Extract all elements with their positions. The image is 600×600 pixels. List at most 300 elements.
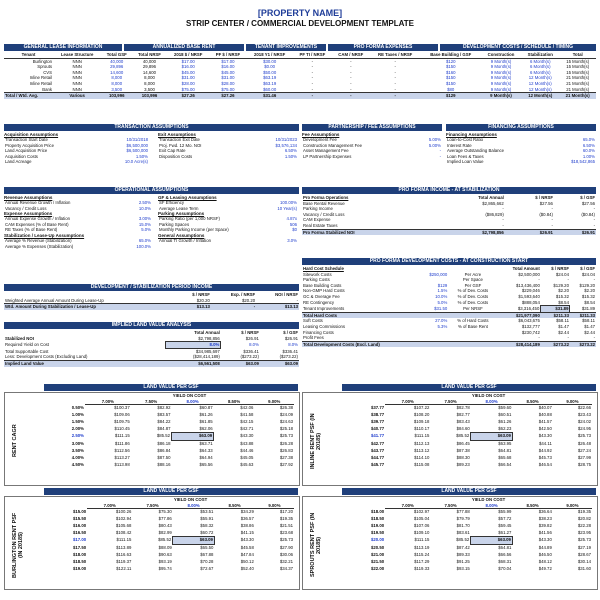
- sensitivity-cell: $84.60: [456, 425, 470, 431]
- parking-title: Parking Assumptions: [158, 211, 205, 217]
- column-header: 8.00%: [471, 399, 513, 405]
- sensitivity-cell: $63.09: [471, 537, 513, 545]
- assumption-value: 506: [289, 221, 297, 227]
- total-cell: $273.22: [570, 341, 596, 347]
- devcost-cell: % of Hard Costs: [457, 318, 489, 324]
- parking-table: [158, 216, 298, 233]
- devcost-cell: $1,593,640: [518, 293, 540, 299]
- lease-total-row: [4, 93, 596, 99]
- column-header: PF $ / NRSF: [209, 52, 246, 58]
- sensitivity-row: [346, 419, 592, 426]
- sensitivity-cell: $91.25: [456, 558, 470, 564]
- sensitivity-cell: $109.75: [114, 418, 130, 424]
- sensitivity-cell: $47.84: [240, 551, 254, 557]
- ti-bar: TENANT IMPROVEMENTS: [246, 44, 326, 51]
- sensitivity-subtitle: YIELD ON COST: [471, 497, 506, 502]
- sensitivity-row: [48, 516, 294, 523]
- lease-cell: $45.00: [181, 69, 195, 75]
- landvalue-bar: IMPLIED LAND VALUE ANALYSIS: [4, 322, 299, 329]
- lease-cell: 21 Month(s): [566, 80, 590, 86]
- base-rent-bar: ANNUALIZED BASE RENT: [124, 44, 244, 51]
- sensitivity-axis-label: SPROUTS RENT PSF (IN 2018$): [310, 512, 322, 578]
- lease-cell: $63.19: [263, 80, 277, 86]
- lease-cell: -: [350, 86, 352, 92]
- sensitivity-cell: $88.16: [157, 461, 171, 467]
- assumption-label: Loan-to-Cost Ratio: [447, 137, 484, 142]
- devcost-cell: $1.47: [558, 323, 569, 329]
- sensitivity-cell: $93.19: [158, 558, 172, 564]
- total-cell: $13.13: [256, 304, 299, 310]
- total-cell: -: [293, 93, 332, 99]
- sensitivity-cell: $20.82: [577, 515, 591, 521]
- assumption-value: 10.0%: [138, 205, 151, 211]
- sensitivity-cell: $82.78: [456, 405, 470, 411]
- lease-cell: 12 Month(s): [528, 80, 552, 86]
- sensitivity-cell: $40.88: [538, 411, 552, 417]
- devcost-cell: -: [567, 335, 569, 341]
- assumption-label: Monthly Parking Income (per Space): [159, 227, 229, 233]
- sensitivity-cell: $109.06: [114, 411, 130, 417]
- landvalue-cell: Required Yield on Cost: [5, 342, 49, 348]
- sensitivity-row: [346, 455, 592, 462]
- sensitivity-cell: $23.43: [577, 411, 591, 417]
- landvalue-cell: $26.91: [284, 335, 298, 341]
- lease-cell: 40,000: [142, 58, 157, 64]
- sensitivity-cell: $64.94: [199, 454, 213, 460]
- sensitivity-cell: $19.35: [577, 509, 591, 515]
- lease-cell: $0.00: [264, 64, 276, 70]
- sensitivity-cell: $100.37: [114, 405, 130, 411]
- assumption-label: Disposition Costs: [159, 153, 193, 159]
- assumption-value: 5.00%: [428, 137, 441, 142]
- sensitivity-cell: $18.50: [370, 515, 385, 521]
- sensitivity-row: [48, 530, 294, 537]
- sensitivity-cell: 4.00%: [71, 454, 84, 460]
- sensitivity-cell: $111.15: [116, 537, 132, 543]
- assumption-value: $6,500,000: [126, 148, 148, 154]
- assumption-value: 4.87x: [286, 216, 297, 222]
- sensitivity-axis-label: INLINE RENT PSF (IN 2018$): [310, 413, 322, 469]
- devcost-cell: -: [593, 335, 595, 341]
- sensitivity-cell: $112.13: [414, 440, 430, 446]
- sensitivity-cell: $83.43: [456, 418, 470, 424]
- assumption-label: Land Acreage: [5, 159, 32, 165]
- stab-title: Stabilization / Lease-Up Assumptions: [4, 232, 85, 238]
- sensitivity-bar: LAND VALUE PER GSF: [342, 384, 596, 391]
- sensitivity-cell: $114.10: [414, 454, 430, 460]
- sensitivity-table: [48, 393, 294, 468]
- lease-cell: $150: [445, 64, 456, 70]
- lease-cell: 21 Month(s): [566, 86, 590, 92]
- devcost-cell: Soft Costs: [303, 318, 323, 324]
- sensitivity-cell: $109.10: [413, 529, 430, 535]
- total-cell: Wtd. Amount During Stabilization / Lease-Up: [4, 304, 177, 310]
- column-header: 9.00%: [553, 503, 592, 509]
- sensitivity-cell: $60.87: [199, 405, 213, 411]
- lease-cell: 8,000: [144, 80, 155, 86]
- proforma-cell: Vacancy / Credit Loss: [303, 211, 345, 217]
- assumption-value: 10/31/2023: [275, 137, 297, 142]
- exit-assumptions: [158, 132, 298, 159]
- assumption-value: 10/31/2018: [126, 137, 148, 142]
- sensitivity-cell: $102.94: [115, 515, 132, 521]
- sensitivity-cell: 1.50%: [71, 418, 84, 424]
- assumption-label: RE Taxes (% of Base Rent): [5, 227, 58, 233]
- devcost-cell: -: [593, 277, 595, 283]
- sensitivity-cell: $21.51: [279, 522, 293, 528]
- assumption-value: -: [439, 153, 441, 159]
- sensitivity-cell: $22.66: [577, 405, 591, 411]
- devcost-cell: Per NRSF: [463, 305, 483, 311]
- dev-schedule-bar: DEVELOPMENT COSTS / SCHEDULE / TIMING: [440, 44, 596, 51]
- column-header: 9.00%: [553, 399, 592, 405]
- assumption-row: [4, 244, 152, 250]
- proforma-cell: -: [551, 217, 553, 223]
- proforma-cell: $27.56: [539, 200, 553, 206]
- sensitivity-table-wrap: [48, 393, 294, 468]
- general-title: General Assumptions: [158, 232, 205, 238]
- sensitivity-cell: $31.60: [577, 565, 591, 571]
- column-header: Lease Structure: [53, 52, 101, 58]
- sensitivity-row: [48, 509, 294, 516]
- sensitivity-cell: $27.38: [279, 454, 293, 460]
- devcost-cell: Non-GMP Hard Costs: [303, 288, 345, 294]
- lease-cell: -: [350, 58, 352, 64]
- sensitivity-cell: $43.77: [370, 447, 385, 453]
- sensitivity-row: [48, 559, 294, 566]
- total-cell: 12 Month(s): [521, 93, 559, 99]
- total-cell: $273.22: [541, 341, 570, 347]
- sensitivity-cell: $15.00: [72, 508, 87, 514]
- column-header: $ / GSF: [580, 266, 595, 271]
- assumption-value: $3,576,134: [275, 142, 297, 148]
- sensitivity-cell: $30.06: [279, 551, 293, 557]
- transaction-bar: TRANSACTION ASSUMPTIONS: [4, 124, 299, 131]
- devperiod-bar: DEVELOPMENT / STABILIZATION PERIOD INCOME: [4, 284, 299, 291]
- lease-cell: 15 Month(s): [566, 58, 590, 64]
- sensitivity-cell: $79.79: [456, 515, 470, 521]
- sensitivity-cell: $82.77: [456, 411, 470, 417]
- sensitivity-cell: $119.33: [414, 565, 430, 571]
- landvalue-cell: $336.41: [243, 348, 259, 354]
- sensitivity-cell: $22.28: [577, 522, 591, 528]
- sensitivity-cell: $21.00: [370, 551, 385, 557]
- assumption-value: 1.00%: [582, 153, 595, 159]
- sensitivity-cell: $17.20: [279, 509, 293, 515]
- devcost-cell: $2.20: [558, 288, 569, 294]
- landvalue-cell: $26.91: [245, 335, 259, 341]
- sensitivity-cell: $63.09: [173, 537, 215, 545]
- devcost-cell: Sitework Costs: [303, 271, 332, 277]
- sensitivity-cell: 3.50%: [71, 447, 84, 453]
- sensitivity-cell: $44.77: [370, 454, 385, 460]
- revenue-title: Revenue Assumptions: [4, 195, 53, 200]
- sensitivity-cell: $34.37: [279, 565, 293, 571]
- assumption-label: Acquisition Costs: [5, 153, 38, 159]
- total-cell: -: [211, 304, 256, 310]
- sensitivity-cell: $48.12: [538, 558, 552, 564]
- sensitivity-cell: $19.35: [279, 515, 293, 521]
- lease-cell: 29,896: [110, 64, 124, 70]
- assumption-label: Average % Expenses (Stabilization): [5, 243, 74, 249]
- sensitivity-cell: $44.89: [538, 544, 552, 550]
- lease-cell: 8,000: [144, 75, 155, 81]
- sensitivity-cell: $85.52: [156, 433, 171, 439]
- sensitivity-row: [346, 516, 592, 523]
- sensitivity-row: [346, 545, 592, 552]
- column-header: 7.50%: [132, 503, 172, 509]
- proforma-cell: -: [551, 222, 553, 228]
- proforma-section: [302, 195, 596, 235]
- sensitivity-cell: $111.15: [414, 433, 430, 439]
- sensitivity-row: [48, 455, 294, 462]
- total-cell: $26.91: [505, 229, 554, 235]
- devcosts-title: Hard Cost Schedule: [303, 266, 344, 271]
- devperiod-cell: Weighted Average Annual Amount During Lease-Up: [5, 297, 104, 303]
- proforma-cell: $27.56: [581, 200, 595, 206]
- sensitivity-cell: $63.09: [471, 433, 513, 441]
- proforma-cell: -: [502, 222, 504, 228]
- lease-cell: 9 Month(s): [490, 86, 512, 92]
- column-header: CAM / NRSF: [332, 52, 370, 58]
- sensitivity-row: [48, 441, 294, 448]
- landvalue-cell: 8.0%: [288, 342, 298, 348]
- devcost-cell: $6,043,675: [518, 318, 540, 324]
- assumption-value: 1.50%: [284, 153, 297, 159]
- lease-cell: 3,500: [144, 86, 155, 92]
- sensitivity-cell: $89.33: [456, 551, 470, 557]
- devcost-cell: $1.47: [584, 323, 595, 329]
- devcost-cell: $15.32: [581, 293, 595, 299]
- sensitivity-cell: $49.72: [538, 565, 552, 571]
- landvalue-table: [4, 330, 299, 367]
- devcost-cell: $24.04: [555, 271, 569, 277]
- assumption-label: Average % Revenue (Stabilization): [5, 237, 72, 243]
- fee-title: Fee Assumptions: [302, 132, 340, 137]
- devcost-cell: GC & Overage Fee: [303, 293, 340, 299]
- landvalue-cell: $2,798,856: [198, 335, 220, 341]
- sensitivity-cell: $43.30: [538, 433, 552, 439]
- devcost-cell: % of Dev. Costs: [457, 293, 489, 299]
- devcost-cell: $250,000: [429, 271, 448, 277]
- devcost-cell: Financing Costs: [303, 329, 334, 335]
- sensitivity-row: [346, 405, 592, 412]
- sensitivity-bar: LAND VALUE PER GSF: [44, 488, 298, 495]
- proforma-cell: ($0.84): [539, 211, 553, 217]
- devcost-cell: $888,054: [521, 299, 540, 305]
- lease-cell: 9 Month(s): [490, 69, 512, 75]
- sensitivity-cell: $44.11: [539, 440, 552, 446]
- landvalue-cell: Less: Development Costs (Excluding Land): [5, 354, 88, 360]
- fin-table: [446, 137, 596, 165]
- sensitivity-table-wrap: [48, 497, 294, 572]
- lease-cell: -: [311, 86, 314, 92]
- expense-table: [4, 216, 152, 233]
- lease-cell: $17.00: [221, 58, 235, 64]
- proforma-total: [302, 229, 596, 235]
- sensitivity-cell: $86.84: [157, 447, 171, 453]
- sensitivity-cell: $105.04: [413, 515, 430, 521]
- column-header: 8.00%: [172, 399, 214, 405]
- assumption-value: $18,542,865: [571, 159, 595, 165]
- sensitivity-cell: $41.58: [240, 411, 254, 417]
- landvalue-section: [4, 330, 299, 367]
- sensitivity-cell: $19.00: [72, 565, 87, 571]
- column-header: PF TI / NRSF: [293, 52, 332, 58]
- sensitivity-cell: $45.05: [240, 454, 254, 460]
- proforma-cell: -: [593, 222, 595, 228]
- general-lease-bar: GENERAL LEASE INFORMATION: [4, 44, 122, 51]
- sensitivity-cell: $72.67: [200, 565, 214, 571]
- total-cell: -: [370, 93, 421, 99]
- sensitivity-cell: $108.42: [115, 529, 132, 535]
- sensitivity-cell: $113.27: [114, 454, 130, 460]
- landvalue-cell: Stabilized NOI: [5, 335, 34, 341]
- devcost-cell: $2.44: [558, 329, 569, 335]
- lease-cell: -: [350, 69, 352, 75]
- column-header: 8.00%: [471, 503, 513, 509]
- sensitivity-cell: $108.20: [413, 411, 430, 417]
- sensitivity-row: [346, 509, 592, 516]
- sensitivity-cell: $38.77: [370, 411, 385, 417]
- devcost-cell: $31.50: [434, 305, 448, 311]
- sensitivity-cell: $23.68: [279, 529, 293, 535]
- assumption-value: 6.50%: [582, 142, 595, 148]
- lease-cell: NNN: [72, 58, 82, 64]
- assumption-label: Average Outstanding Balance: [447, 148, 505, 154]
- assumption-label: Parking Spaces: [159, 221, 190, 227]
- acquisition-assumptions: [4, 132, 149, 165]
- sensitivity-cell: $41.77: [370, 433, 385, 439]
- sensitivity-cell: $80.43: [158, 522, 172, 528]
- lease-cell: -: [350, 75, 352, 81]
- sensitivity-cell: 2.50%: [71, 433, 84, 439]
- sensitivity-cell: $30.14: [577, 558, 591, 564]
- sensitivity-cell: $39.77: [370, 418, 385, 424]
- sensitivity-cell: $63.09: [172, 433, 214, 441]
- assumption-label: Development Fee: [303, 137, 337, 142]
- assumption-value: 5.0%: [141, 227, 151, 233]
- lease-cell: $28.00: [181, 80, 195, 86]
- landvalue-cell: ($273.22): [240, 354, 259, 360]
- total-cell: $6,561,508: [166, 360, 221, 366]
- sensitivity-cell: $64.81: [498, 545, 512, 551]
- sensitivity-cell: $52.40: [240, 565, 254, 571]
- assumption-value: 100.0%: [136, 243, 151, 249]
- lease-header-row: [4, 52, 596, 58]
- sensitivity-cell: $36.57: [240, 515, 254, 521]
- sensitivity-cell: $16.50: [72, 529, 87, 535]
- sensitivity-row: [48, 426, 294, 433]
- devcost-cell: -: [567, 277, 569, 283]
- sensitivity-cell: $119.37: [116, 558, 132, 564]
- sensitivity-cell: $60.51: [498, 411, 512, 417]
- lease-cell: -: [350, 80, 352, 86]
- operational-left: [4, 195, 152, 249]
- sensitivity-subtitle: YIELD ON COST: [471, 393, 506, 398]
- sensitivity-row: [48, 412, 294, 419]
- devperiod-cell: $20.20: [196, 297, 210, 303]
- column-header: 7.50%: [430, 399, 470, 405]
- sensitivity-cell: $102.97: [413, 509, 430, 515]
- assumption-label: Annual Revenue Growth / Inflation: [5, 200, 71, 205]
- sensitivity-cell: $64.81: [498, 447, 512, 453]
- landvalue-cell: $34,985,697: [195, 348, 220, 354]
- assumption-value: 10 Year(s): [277, 205, 297, 211]
- sensitivity-cell: $107.22: [413, 405, 430, 411]
- lease-cell: CVS: [43, 69, 53, 75]
- assumption-label: Parking Ratio (per 1,000 NRSF): [159, 216, 220, 222]
- devcost-cell: Profit Fees: [303, 335, 324, 341]
- column-header: 9.00%: [255, 503, 294, 509]
- sensitivity-cell: $25.73: [577, 433, 591, 439]
- sensitivity-cell: $66.56: [498, 551, 512, 557]
- template-title: STRIP CENTER / COMMERCIAL DEVELOPMENT TEMPLATE: [185, 19, 414, 28]
- sensitivity-cell: $84.22: [157, 418, 171, 424]
- column-header: $ / NRSF: [241, 330, 259, 335]
- sensitivity-cell: $42.50: [538, 425, 552, 431]
- proforma-bar: PRO FORMA INCOME - AT STABILIZATION: [302, 187, 596, 194]
- operational-right: [158, 195, 298, 244]
- lease-cell: Burlington: [32, 58, 53, 64]
- assumption-value: 100.00%: [280, 200, 297, 205]
- sensitivity-cell: $24.95: [577, 425, 591, 431]
- sensitivity-row: [48, 552, 294, 559]
- sensitivity-row: [346, 523, 592, 530]
- sensitivity-cell: $90.63: [158, 551, 172, 557]
- proforma-cell: -: [502, 206, 504, 212]
- devcost-cell: $129.20: [553, 282, 569, 288]
- lease-cell: $160: [445, 69, 456, 75]
- devcost-cell: $31.89: [581, 305, 595, 311]
- column-header: 7.50%: [131, 399, 172, 405]
- assumption-row: [446, 159, 596, 165]
- devcost-cell: 5.3%: [437, 323, 448, 329]
- assumption-value: $0: [292, 227, 297, 233]
- sensitivity-cell: 1.00%: [71, 411, 84, 417]
- devcost-cell: -: [538, 277, 540, 283]
- proforma-cell: Base Rental Revenue: [303, 200, 345, 206]
- proforma-cell: Real Estate Taxes: [303, 222, 338, 228]
- sensitivity-cell: $87.50: [157, 454, 171, 460]
- sensitivity-cell: $26.83: [279, 447, 293, 453]
- lease-cell: $150: [445, 80, 456, 86]
- assumption-value: 65.0%: [138, 237, 151, 243]
- devcost-cell: $8.54: [584, 299, 595, 305]
- lease-cell: NNN: [72, 69, 82, 75]
- sensitivity-cell: $38.86: [240, 522, 254, 528]
- sensitivity-cell: $62.23: [498, 425, 512, 431]
- sensitivity-cell: $115.08: [414, 461, 430, 467]
- sensitivity-cell: $85.52: [456, 537, 470, 543]
- sensitivity-table: [346, 497, 592, 572]
- sensitivity-cell: $25.18: [279, 425, 293, 431]
- sensitivity-cell: $38.23: [538, 515, 552, 521]
- assumption-value: 65.0%: [582, 137, 595, 142]
- sensitivity-cell: $45.58: [240, 544, 254, 550]
- lease-cell: NNN: [72, 86, 82, 92]
- sensitivity-cell: $16.00: [72, 522, 87, 528]
- devcost-cell: $230,742: [521, 329, 540, 335]
- lease-cell: -: [394, 58, 396, 64]
- sensitivity-table-wrap: [346, 393, 592, 468]
- lease-cell: 6 Month(s): [529, 58, 551, 64]
- total-cell: $21,977,090: [498, 312, 541, 318]
- sensitivity-cell: $44.46: [240, 447, 254, 453]
- total-cell: $31.46: [246, 93, 293, 99]
- landvalue-total: [4, 360, 299, 366]
- lease-cell: $80: [447, 86, 455, 92]
